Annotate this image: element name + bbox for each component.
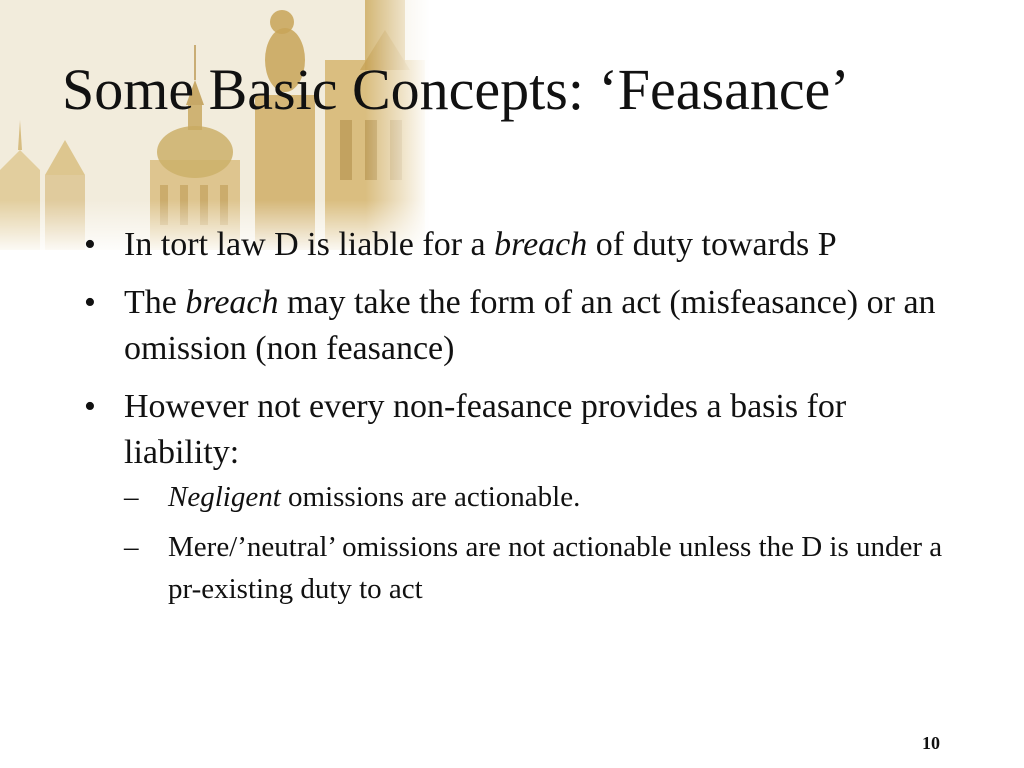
bullet-item — [80, 384, 960, 610]
bullet-marker: • — [84, 388, 96, 425]
bullet-text-part: The — [124, 284, 186, 321]
bullet-text-emphasis: breach — [185, 284, 279, 321]
bullet-text-part: may take the form of an act (misfeasance) or an omission (non feasance) — [124, 284, 936, 367]
sub-bullet-marker: – — [124, 531, 139, 563]
background-architecture-image — [0, 0, 430, 250]
bullet-marker: • — [84, 284, 96, 321]
slide-title: Some Basic Concepts: ‘Feasance’ — [62, 57, 850, 122]
page-number: 10 — [922, 733, 940, 753]
bullet-item — [80, 280, 960, 372]
bullet-text-part: In tort law D is liable for a — [124, 226, 495, 263]
sub-bullet-item — [124, 476, 960, 518]
sub-bullet-text-part: Mere/’neutral’ omissions are not actionable unless the D is under a pr-existing duty to act — [168, 531, 943, 605]
sub-bullet-text-emphasis: Negligent — [168, 481, 281, 513]
sub-bullet-text-part: omissions are actionable. — [280, 481, 581, 513]
bullet-text-emphasis: breach — [494, 226, 588, 263]
sub-bullet-list — [124, 476, 960, 610]
sub-bullet-item — [124, 526, 960, 610]
bullet-marker: • — [84, 226, 96, 263]
bullet-item — [80, 222, 960, 268]
bullet-text-part: However not every non-feasance provides a basis for liability: — [124, 388, 847, 471]
bullet-list — [80, 222, 960, 622]
sub-bullet-marker: – — [124, 481, 139, 513]
bullet-text-part: of duty towards P — [587, 226, 837, 263]
